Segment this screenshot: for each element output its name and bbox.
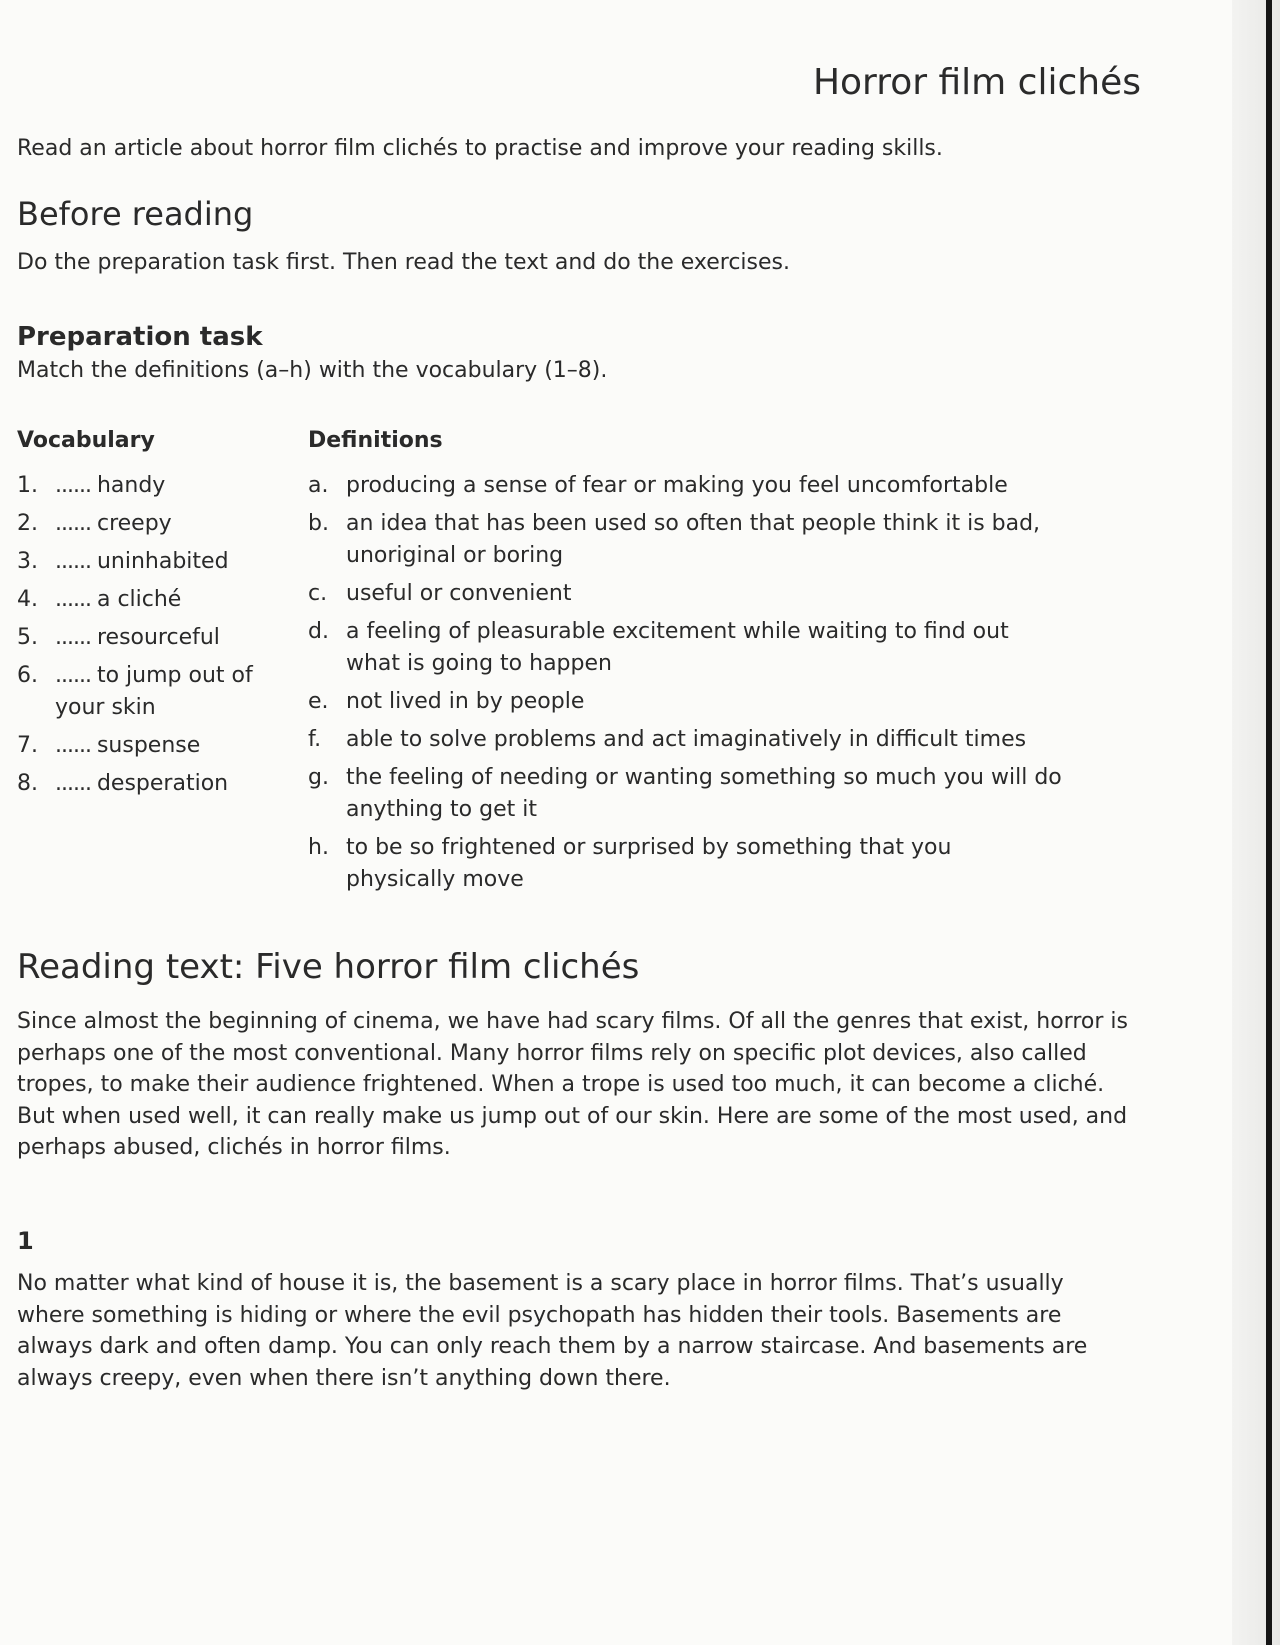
vocab-item [17, 768, 287, 800]
definition-item [308, 686, 1098, 718]
definition-letter: c. [308, 581, 328, 606]
intro-text: Read an article about horror film clichés to practise and improve your reading skills. [17, 136, 943, 161]
scan-edge-line [1266, 0, 1272, 1645]
before-reading-text: Do the preparation task first. Then read the text and do the exercises. [17, 250, 790, 275]
definition-text: a feeling of pleasurable excitement while waiting to find out what is going to happen [346, 619, 1009, 676]
vocab-term: handy [96, 473, 166, 498]
vocab-number: 4. [17, 587, 38, 612]
vocab-item [17, 730, 287, 762]
definition-item [308, 616, 1098, 680]
vocab-item [17, 470, 287, 502]
vocab-term: resourceful [96, 625, 220, 650]
definition-item [308, 762, 1098, 826]
definition-letter: g. [308, 765, 329, 790]
vocab-item [17, 660, 287, 724]
vocabulary-heading: Vocabulary [17, 428, 155, 453]
definition-text: to be so frightened or surprised by something that you physically move [346, 835, 952, 892]
definitions-heading: Definitions [308, 428, 443, 453]
definition-item [308, 724, 1098, 756]
preparation-task-heading: Preparation task [17, 322, 263, 352]
definition-letter: e. [308, 689, 329, 714]
vocab-number: 8. [17, 771, 38, 796]
definition-text: the feeling of needing or wanting something so much you will do anything to get it [346, 765, 1062, 822]
vocab-number: 6. [17, 663, 38, 688]
answer-blank[interactable]: ...... [55, 733, 91, 758]
answer-blank[interactable]: ...... [55, 587, 91, 612]
vocabulary-list [17, 470, 287, 806]
definition-item [308, 470, 1098, 502]
definition-letter: a. [308, 473, 329, 498]
page-title: Horror film clichés [812, 62, 1141, 103]
definition-letter: h. [308, 835, 329, 860]
vocab-term: creepy [96, 511, 172, 536]
definition-item [308, 578, 1098, 610]
vocab-term: uninhabited [96, 549, 229, 574]
vocab-number: 2. [17, 511, 38, 536]
vocab-number: 3. [17, 549, 38, 574]
before-reading-heading: Before reading [17, 195, 254, 233]
definition-text: producing a sense of fear or making you feel uncomfortable [346, 473, 1008, 498]
section-paragraph: No matter what kind of house it is, the basement is a scary place in horror films. That’s usually where something is hiding or where the evil psychopath has hidden their tools. Basements are always dark and often damp. You can only reach them by a narrow staircase. And basements are always creepy, even when there isn’t anything down there. [17, 1271, 1088, 1391]
definition-item [308, 508, 1098, 572]
definition-text: useful or convenient [346, 581, 572, 606]
definition-text: able to solve problems and act imaginatively in difficult times [346, 727, 1027, 752]
definition-text: an idea that has been used so often that people think it is bad, unoriginal or boring [346, 511, 1041, 568]
answer-blank[interactable]: ...... [55, 511, 91, 536]
reading-intro-paragraph: Since almost the beginning of cinema, we have had scary films. Of all the genres that exist, horror is perhaps one of the most conventional. Many horror films rely on specific plot devices, also called tropes, to make their audience frightened. When a trope is used too much, it can become a cliché. But when used well, it can really make us jump out of our skin. Here are some of the most used, and perhaps abused, clichés in horror films. [17, 1009, 1128, 1160]
answer-blank[interactable]: ...... [55, 771, 91, 796]
answer-blank[interactable]: ...... [55, 549, 91, 574]
definition-item [308, 832, 1098, 896]
vocab-item [17, 622, 287, 654]
definition-letter: f. [308, 727, 322, 752]
answer-blank[interactable]: ...... [55, 625, 91, 650]
definition-text: not lived in by people [346, 689, 585, 714]
vocab-term: to jump out of your skin [55, 663, 253, 720]
vocab-number: 7. [17, 733, 38, 758]
definition-letter: d. [308, 619, 329, 644]
vocab-item [17, 546, 287, 578]
vocab-number: 1. [17, 473, 38, 498]
section-number: 1 [17, 1227, 34, 1255]
vocab-term: a cliché [96, 587, 182, 612]
scan-edge-shadow [1232, 0, 1280, 1645]
vocab-item [17, 508, 287, 540]
answer-blank[interactable]: ...... [55, 663, 91, 688]
vocab-item [17, 584, 287, 616]
vocab-term: desperation [96, 771, 229, 796]
preparation-instruction: Match the definitions (a–h) with the vocabulary (1–8). [17, 358, 608, 383]
reading-text-heading: Reading text: Five horror film clichés [17, 947, 640, 987]
answer-blank[interactable]: ...... [55, 473, 91, 498]
definition-letter: b. [308, 511, 329, 536]
definitions-list [308, 470, 1098, 902]
vocab-term: suspense [96, 733, 201, 758]
vocab-number: 5. [17, 625, 38, 650]
